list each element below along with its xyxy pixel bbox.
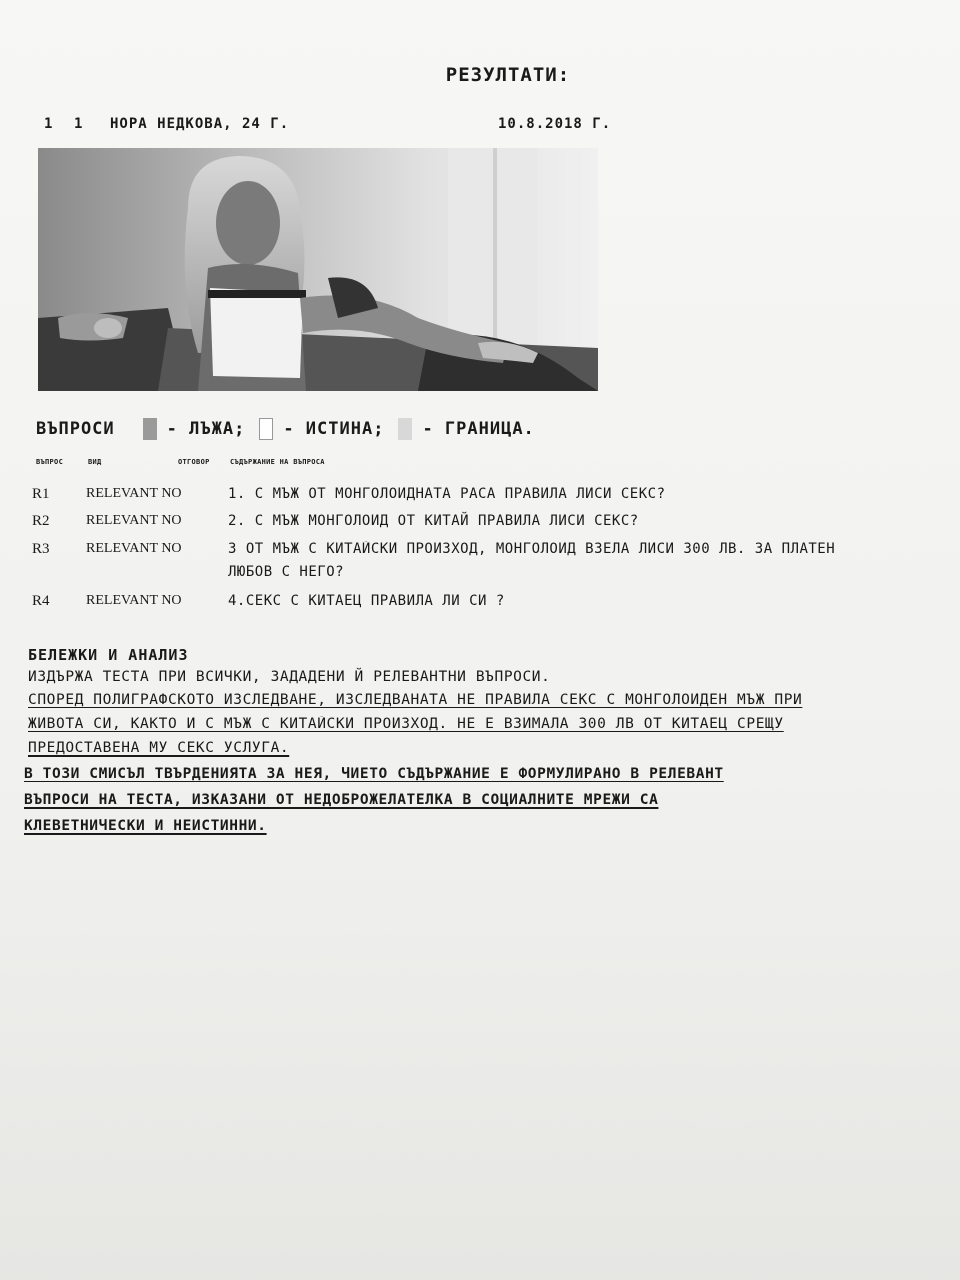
column-header-content: СЪДЪРЖАНИЕ НА ВЪПРОСА [230, 458, 325, 466]
question-id: R4 [32, 593, 50, 609]
notes-title: БЕЛЕЖКИ И АНАЛИЗ [28, 646, 189, 664]
subject-photo [38, 148, 598, 391]
question-id: R3 [32, 541, 50, 557]
question-id: R1 [32, 486, 50, 502]
record-index: 1 [44, 116, 54, 132]
question-type-answer: RELEVANT NO [86, 486, 182, 501]
page-title: РЕЗУЛТАТИ: [445, 64, 571, 86]
question-text-continued: ЛЮБОВ С НЕГО? [228, 564, 345, 580]
subject-name: НОРА НЕДКОВА, 24 Г. [110, 116, 290, 132]
lie-swatch [143, 418, 157, 440]
exam-date: 10.8.2018 Г. [498, 116, 612, 132]
session-index: 1 [74, 116, 84, 132]
question-text: 1. С МЪЖ ОТ МОНГОЛОИДНАТА РАСА ПРАВИЛА ЛИСИ СЕКС? [228, 486, 666, 502]
question-text: 4.СЕКС С КИТАЕЦ ПРАВИЛА ЛИ СИ ? [228, 593, 505, 609]
question-text: 2. С МЪЖ МОНГОЛОИД ОТ КИТАЙ ПРАВИЛА ЛИСИ СЕКС? [228, 513, 639, 529]
note-line: СПОРЕД ПОЛИГРАФСКОТО ИЗСЛЕДВАНЕ, ИЗСЛЕДВАНАТА НЕ ПРАВИЛА СЕКС С МОНГОЛОИДЕН МЪЖ ПРИ [28, 692, 803, 708]
column-header-type: ВИД [88, 458, 102, 466]
legend-truth: - ИСТИНА; [283, 419, 385, 439]
answer-legend [36, 418, 535, 440]
column-header-answer: ОТГОВОР [178, 458, 210, 466]
border-swatch [398, 418, 412, 440]
question-type-answer: RELEVANT NO [86, 541, 182, 556]
note-line: В ТОЗИ СМИСЪЛ ТВЪРДЕНИЯТА ЗА НЕЯ, ЧИЕТО СЪДЪРЖАНИЕ Е ФОРМУЛИРАНО В РЕЛЕВАНТ [24, 766, 724, 782]
legend-label: ВЪПРОСИ [36, 419, 115, 439]
truth-swatch [259, 418, 273, 440]
note-line: ВЪПРОСИ НА ТЕСТА, ИЗКАЗАНИ ОТ НЕДОБРОЖЕЛАТЕЛКА В СОЦИАЛНИТЕ МРЕЖИ СА [24, 792, 659, 808]
note-line: КЛЕВЕТНИЧЕСКИ И НЕИСТИННИ. [24, 818, 267, 834]
legend-lie: - ЛЪЖА; [166, 419, 246, 439]
column-header-question: ВЪПРОС [36, 458, 64, 466]
note-line: ИЗДЪРЖА ТЕСТА ПРИ ВСИЧКИ, ЗАДАДЕНИ Й РЕЛЕВАНТНИ ВЪПРОСИ. [28, 669, 551, 685]
note-line: ПРЕДОСТАВЕНА МУ СЕКС УСЛУГА. [28, 740, 290, 756]
question-text: 3 ОТ МЪЖ С КИТАЙСКИ ПРОИЗХОД, МОНГОЛОИД ВЗЕЛА ЛИСИ 300 ЛВ. ЗА ПЛАТЕН [228, 541, 836, 557]
question-type-answer: RELEVANT NO [86, 513, 182, 528]
legend-border: - ГРАНИЦА. [422, 419, 535, 439]
note-line: ЖИВОТА СИ, КАКТО И С МЪЖ С КИТАЙСКИ ПРОИЗХОД. НЕ Е ВЗИМАЛА 300 ЛВ ОТ КИТАЕЦ СРЕЩУ [28, 716, 784, 732]
question-id: R2 [32, 513, 50, 529]
question-type-answer: RELEVANT NO [86, 593, 182, 608]
